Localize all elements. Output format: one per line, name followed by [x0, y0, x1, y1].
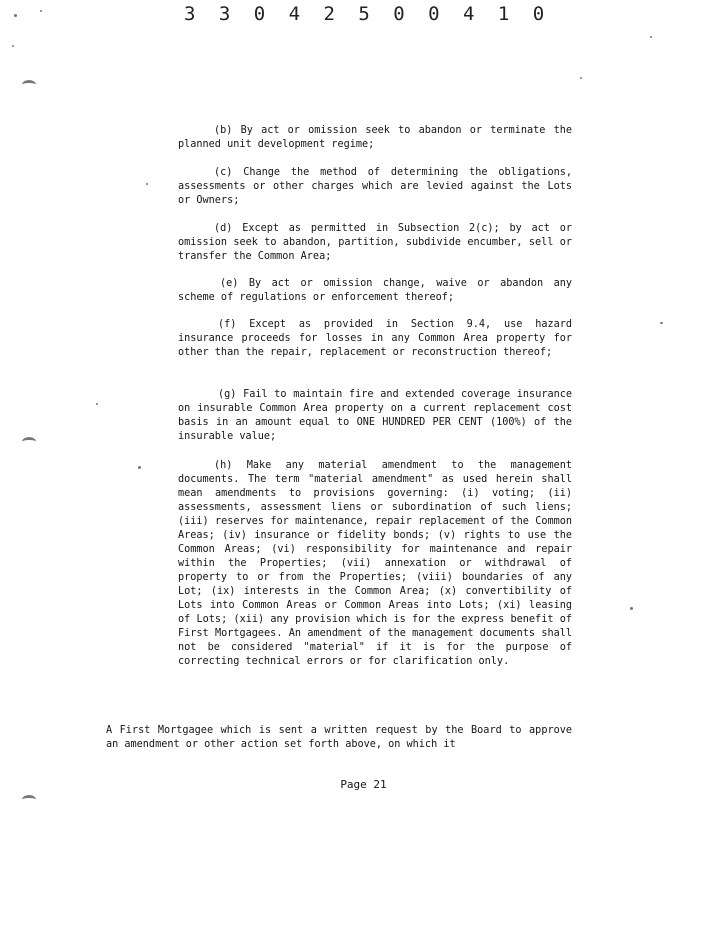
- scan-speck: [14, 14, 17, 17]
- scan-speck: [40, 10, 42, 12]
- paragraph-d: (d) Except as permitted in Subsection 2(c); by act or omission seek to abandon, partition, subdivide encumber, sell or transfer the Common Area;: [178, 223, 572, 262]
- paragraph-g: (g) Fail to maintain fire and extended coverage insurance on insurable Common Area property on a current replacement cost basis in an amount equal to ONE HUNDRED PER CENT (100%) of the insurable value;: [178, 389, 572, 442]
- paragraph-f: (f) Except as provided in Section 9.4, use hazard insurance proceeds for losses in any Common Area property for other than the repair, replacement or reconstruction thereof;: [178, 319, 572, 358]
- scan-speck: [12, 45, 14, 47]
- closing-paragraph: A First Mortgagee which is sent a written request by the Board to approve an amendment or other action set forth above, on which it: [106, 725, 572, 750]
- scan-artifact: [22, 80, 36, 89]
- scan-speck: [650, 36, 652, 38]
- scan-speck: [580, 77, 582, 79]
- page-number: Page 21: [340, 778, 387, 791]
- scan-artifact: [22, 437, 36, 446]
- paragraph-e: (e) By act or omission change, waive or abandon any scheme of regulations or enforcement thereof;: [178, 278, 572, 303]
- paragraph-h: (h) Make any material amendment to the management documents. The term "material amendment" as used herein shall mean amendments to provisions governing: (i) voting; (ii) assessments, assessment liens or subordination of such liens; (iii) reserves for maintenance, repair replacement of the Common Areas; (iv) insurance or fidelity bonds; (v) rights to use the Common Areas; (vi) responsibility for maintenance and repair within the Properties; (vii) annexation or withdrawal of property to or from the Properties; (viii) boundaries of any Lot; (ix) interests in the Common Area; (x) convertibility of Lots into Common Areas or Common Areas into Lots; (xi) leasing of Lots; (xii) any provision which is for the express benefit of First Mortgagees. An amendment of the management documents shall not be considered "material" if it is for the purpose of correcting technical errors or for clarification only.: [178, 460, 572, 667]
- scan-speck: [660, 322, 663, 324]
- scan-speck: [96, 403, 98, 405]
- paragraph-b: (b) By act or omission seek to abandon or terminate the planned unit development regime;: [178, 125, 572, 150]
- scan-speck: [630, 607, 633, 610]
- scan-artifact: [22, 795, 36, 804]
- document-number: 3 3 0 4 2 5 0 0 4 1 0: [184, 3, 551, 25]
- paragraph-c: (c) Change the method of determining the obligations, assessments or other charges which are levied against the Lots or Owners;: [178, 167, 572, 206]
- scan-speck: [138, 466, 141, 469]
- scan-speck: [146, 183, 148, 185]
